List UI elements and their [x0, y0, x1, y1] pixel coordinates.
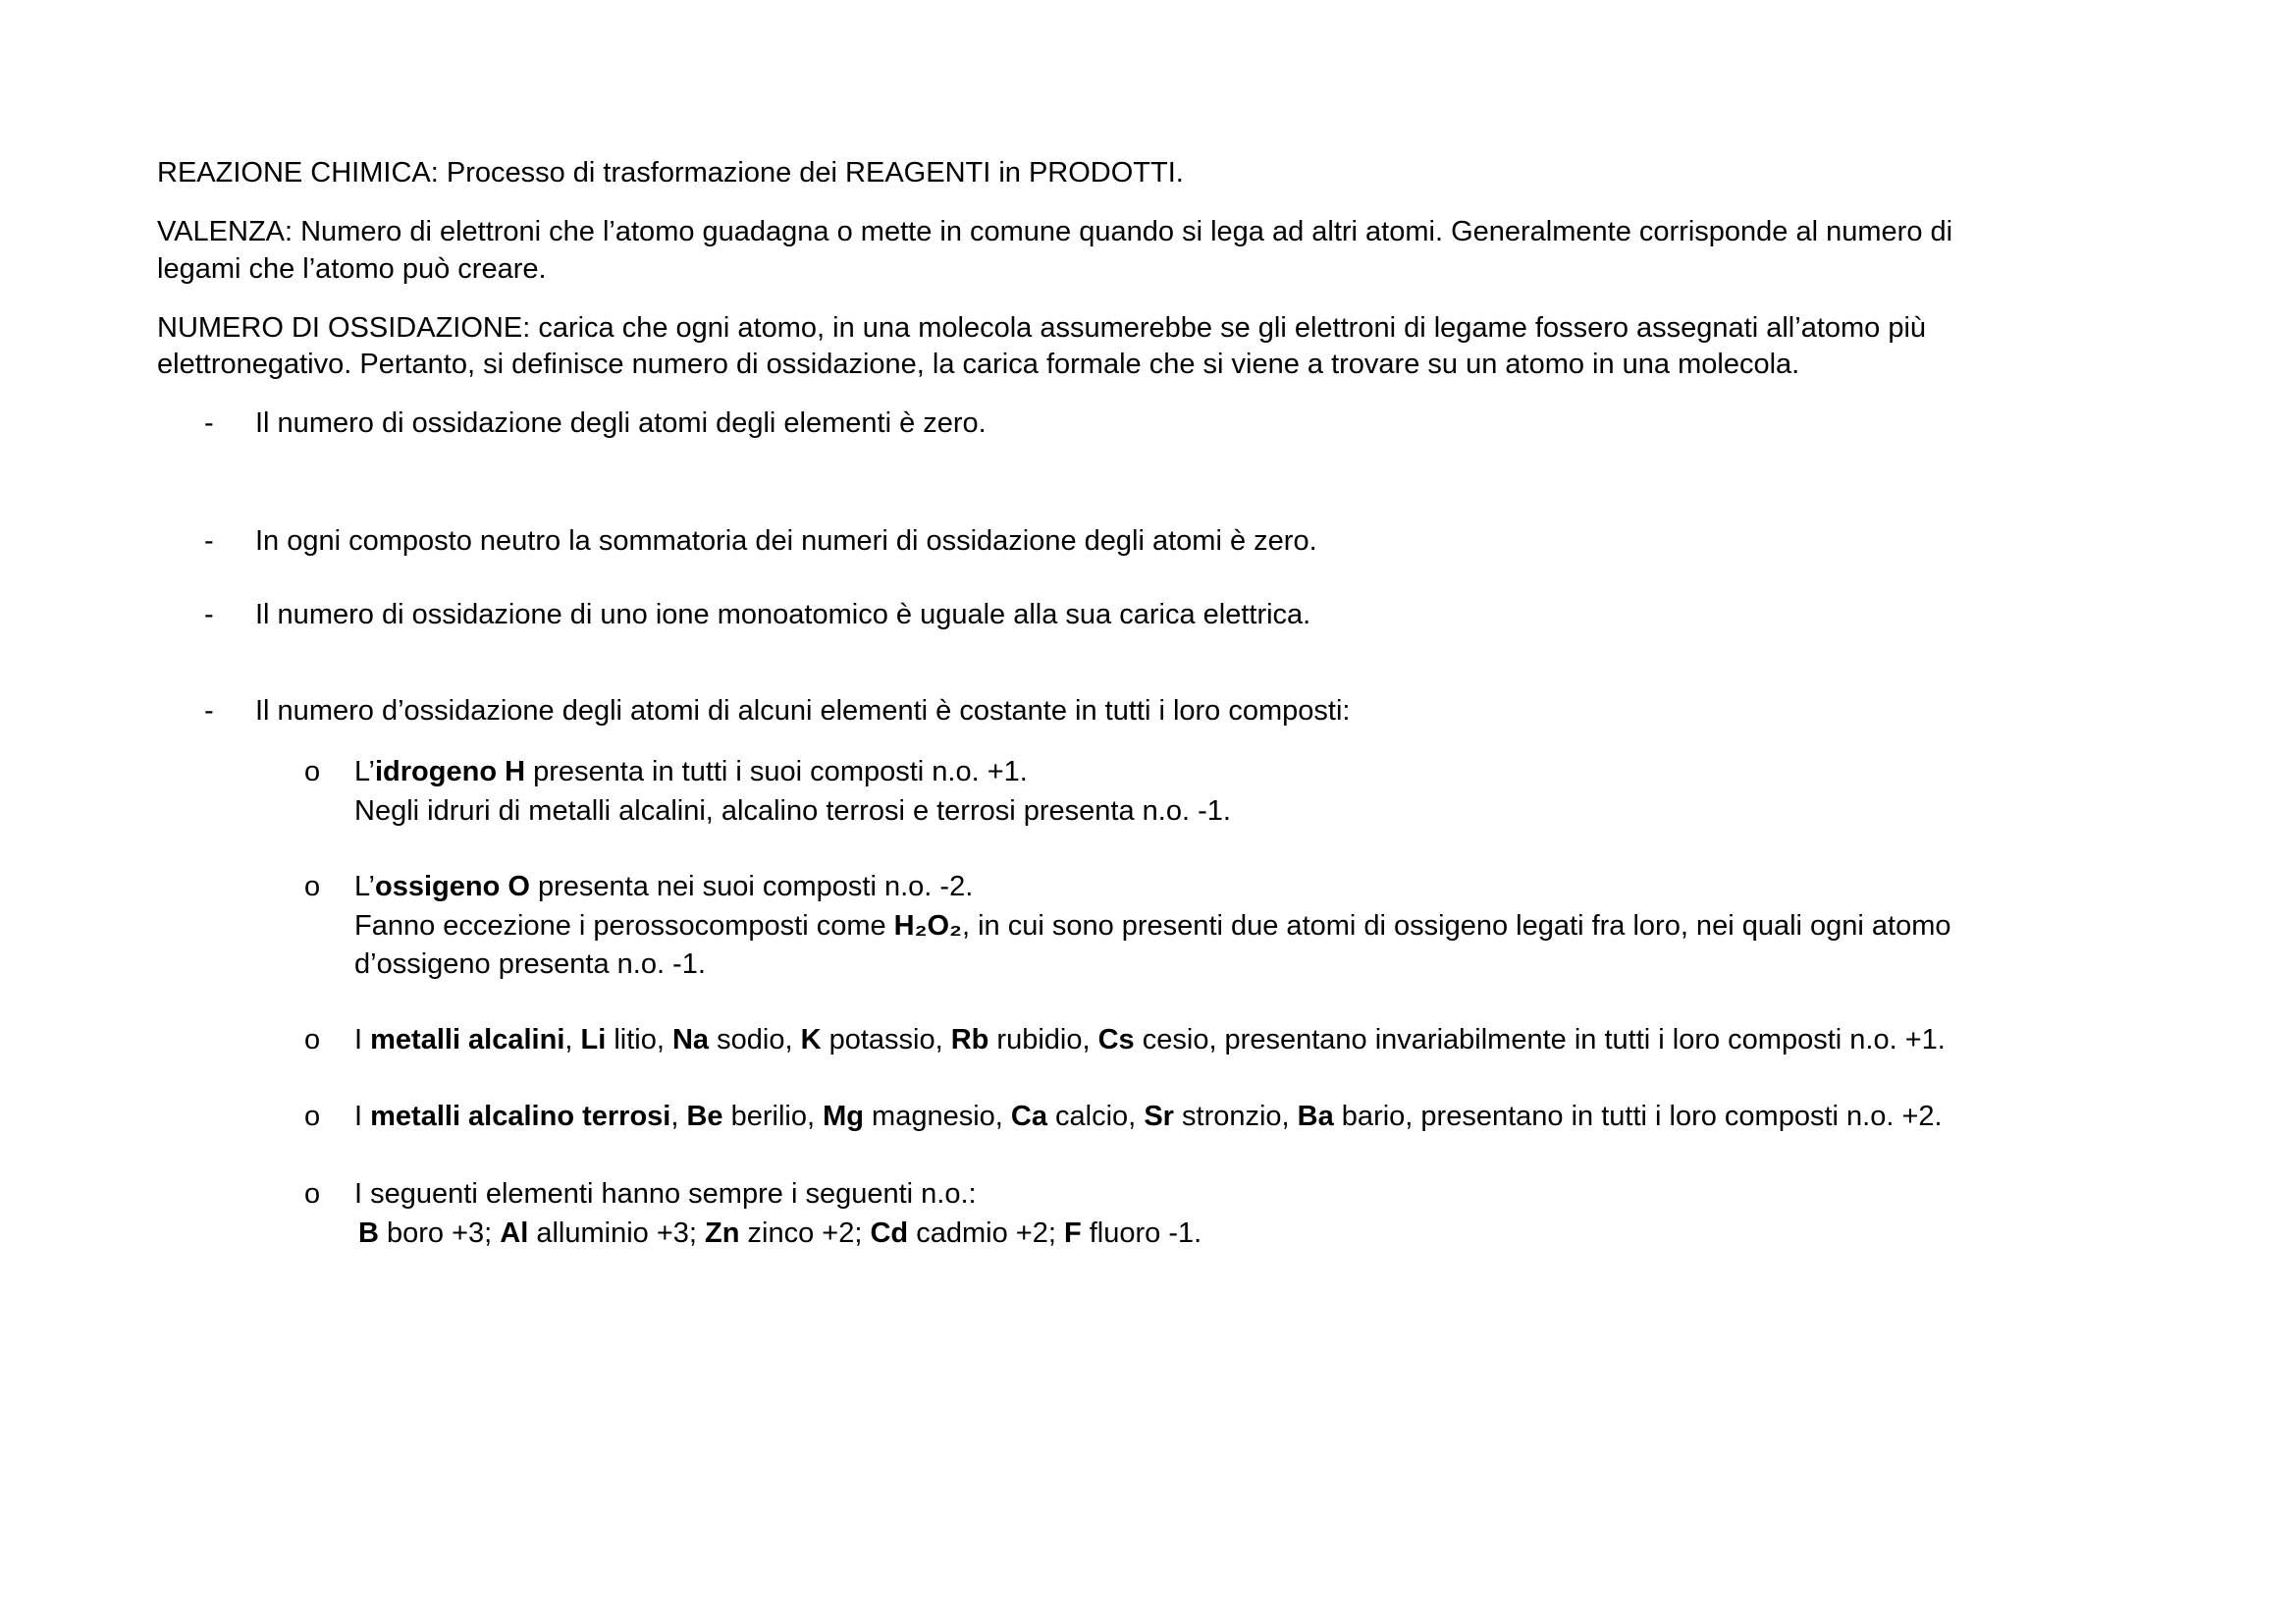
- sub-bullet-marker: o: [304, 756, 321, 787]
- ossigeno-line-1: L’ossigeno O presenta nei suoi composti n.o. -2.: [354, 871, 974, 902]
- idrogeno-line-1: L’idrogeno H presenta in tutti i suoi composti n.o. +1.: [354, 756, 1028, 787]
- altri-elementi-line-2: B boro +3; Al alluminio +3; Zn zinco +2; Cd cadmio +2; F fluoro -1.: [358, 1217, 1202, 1249]
- rule-item: Il numero d’ossidazione degli atomi di alcuni elementi è costante in tutti i loro composti:: [255, 695, 1351, 727]
- sub-bullet-marker: o: [304, 1101, 321, 1132]
- altri-elementi-line-1: I seguenti elementi hanno sempre i seguenti n.o.:: [354, 1178, 977, 1210]
- reazione-chimica-definition: REAZIONE CHIMICA: Processo di trasformazione dei REAGENTI in PRODOTTI.: [157, 157, 1184, 189]
- rule-item: In ogni composto neutro la sommatoria dei numeri di ossidazione degli atomi è zero.: [255, 525, 1317, 557]
- dash-bullet: -: [204, 695, 214, 727]
- rule-item: Il numero di ossidazione degli atomi degli elementi è zero.: [255, 407, 987, 439]
- dash-bullet: -: [204, 407, 214, 439]
- metalli-alcalino-terrosi-line: I metalli alcalino terrosi, Be berilio, Mg magnesio, Ca calcio, Sr stronzio, Ba bario, presentano in tutti i loro composti n.o. +2.: [354, 1101, 1943, 1132]
- ossigeno-line-2: Fanno eccezione i perossocomposti come H₂O₂, in cui sono presenti due atomi di ossigeno legati fra loro, nei quali ogni atomo: [354, 910, 1951, 942]
- sub-bullet-marker: o: [304, 871, 321, 902]
- ossigeno-line-3: d’ossigeno presenta n.o. -1.: [354, 948, 706, 980]
- valenza-definition-line-2: legami che l’atomo può creare.: [157, 253, 547, 285]
- numero-ossidazione-definition-line-2: elettronegativo. Pertanto, si definisce numero di ossidazione, la carica formale che si viene a trovare su un atomo in una molecola.: [157, 349, 1800, 380]
- numero-ossidazione-definition-line-1: NUMERO DI OSSIDAZIONE: carica che ogni atomo, in una molecola assumerebbe se gli elettroni di legame fossero assegnati all’atomo più: [157, 312, 1927, 344]
- idrogeno-line-2: Negli idruri di metalli alcalini, alcalino terrosi e terrosi presenta n.o. -1.: [354, 795, 1231, 827]
- sub-bullet-marker: o: [304, 1178, 321, 1210]
- sub-bullet-marker: o: [304, 1024, 321, 1055]
- dash-bullet: -: [204, 525, 214, 557]
- rule-item: Il numero di ossidazione di uno ione monoatomico è uguale alla sua carica elettrica.: [255, 599, 1311, 630]
- valenza-definition-line-1: VALENZA: Numero di elettroni che l’atomo guadagna o mette in comune quando si lega ad altri atomi. Generalmente corrisponde al numero di: [157, 216, 1953, 247]
- dash-bullet: -: [204, 599, 214, 630]
- metalli-alcalini-line: I metalli alcalini, Li litio, Na sodio, K potassio, Rb rubidio, Cs cesio, presentano invariabilmente in tutti i loro composti n.o. +1.: [354, 1024, 1946, 1055]
